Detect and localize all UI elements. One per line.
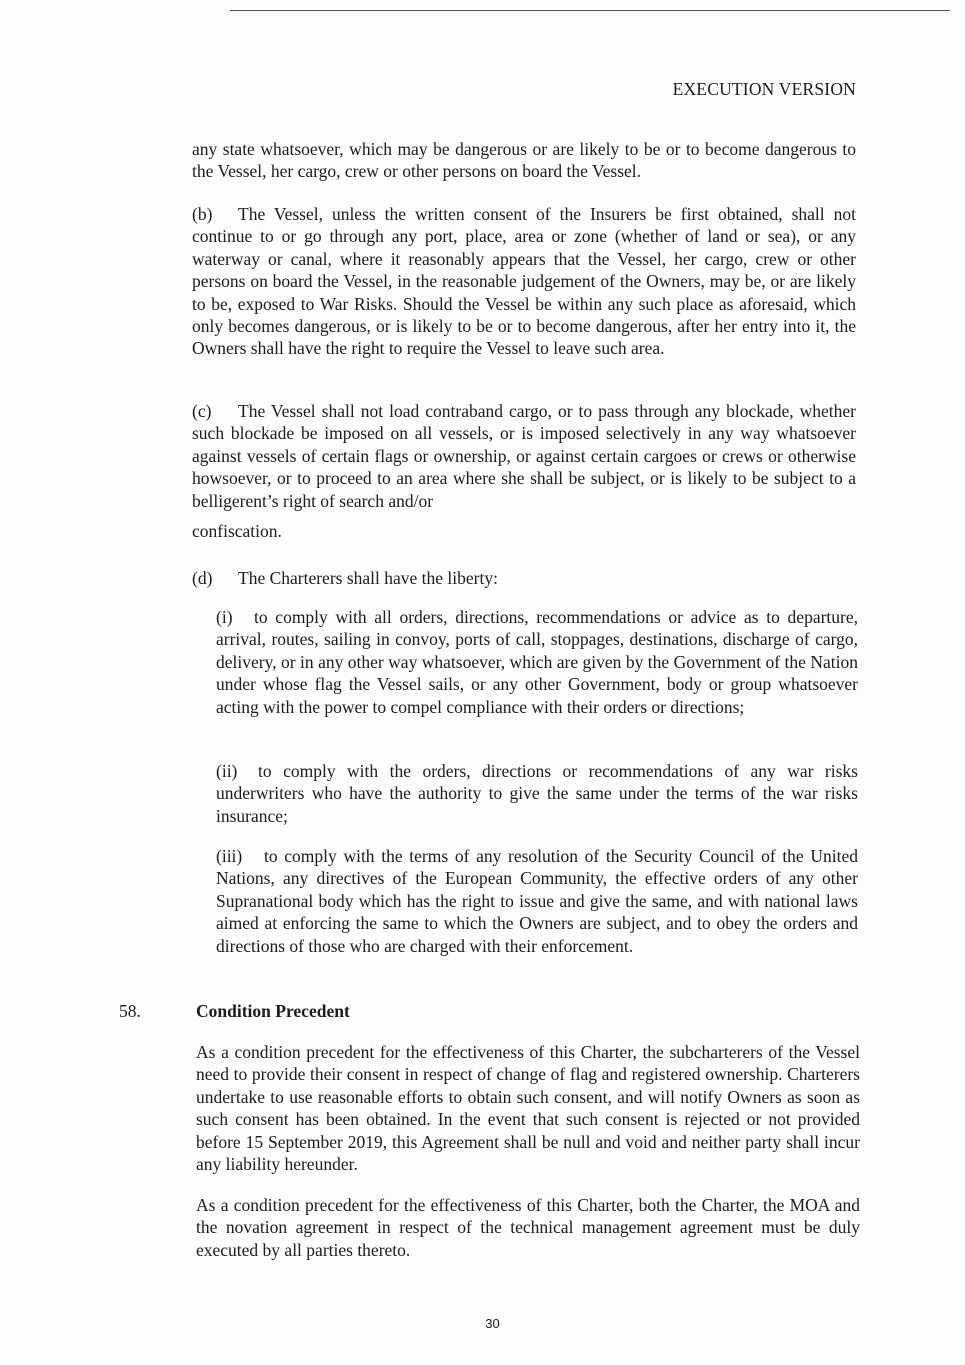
- clause-text-d: The Charterers shall have the liberty:: [238, 568, 498, 588]
- section-58-paragraph-2: As a condition precedent for the effectiveness of this Charter, both the Charter, the MOA and the novation agreement in respect of the technical management agreement must be duly executed by all parties thereto.: [196, 1195, 860, 1260]
- clause-label-iii: (iii): [216, 846, 243, 866]
- clause-label-c: (c): [192, 401, 212, 421]
- paragraph-d: [192, 567, 856, 589]
- clause-label-b: (b): [192, 204, 213, 224]
- paragraph-d-ii: [216, 760, 858, 827]
- clause-text-c: The Vessel shall not load contraband cargo, or to pass through any blockade, whether such blockade be imposed on all vessels, or is imposed selectively in any way whatsoever against vessels of certain flags or ownership, or against certain cargoes or crews or otherwise howsoever, or to proceed to an area where she shall be subject, or is likely to be subject to a belligerent’s right of search and/or: [192, 401, 856, 511]
- clause-text-b: The Vessel, unless the written consent of the Insurers be first obtained, shall not continue to or go through any port, place, area or zone (whether of land or sea), or any waterway or canal, where it reasonably appears that the Vessel, her cargo, crew or other persons on board the Vessel, in the reasonable judgement of the Owners, may be, or are likely to be, exposed to War Risks. Should the Vessel be within any such place as aforesaid, which only becomes dangerous, or is likely to be or to become dangerous, after her entry into it, the Owners shall have the right to require the Vessel to leave such area.: [192, 204, 856, 359]
- clause-text-i: to comply with all orders, directions, recommendations or advice as to departure, arrival, routes, sailing in convoy, ports of call, stoppages, destinations, discharge of cargo, delivery, or in any other way whatsoever, which are given by the Government of the Nation under whose flag the Vessel sails, or any other Government, body or group whatsoever acting with the power to compel compliance with their orders or directions;: [216, 607, 858, 717]
- paragraph-b: [192, 203, 856, 360]
- clause-label-d: (d): [192, 568, 213, 588]
- clause-text-iii: to comply with the terms of any resolution of the Security Council of the United Nations, any directives of the European Community, the effective orders of any other Supranational body which has the right to issue and give the same, and with national laws aimed at enforcing the same to which the Owners are subject, and to obey the orders and directions of those who are charged with their enforcement.: [216, 846, 858, 956]
- clause-text-c-last: confiscation.: [192, 521, 282, 542]
- clause-label-i: (i): [216, 607, 233, 627]
- paragraph-c: [192, 400, 856, 542]
- section-58-paragraph-1: As a condition precedent for the effectiveness of this Charter, the subcharterers of the Vessel need to provide their consent in respect of change of flag and registered ownership. Charterers undertake to use reasonable efforts to obtain such consent, and will notify Owners as soon as such consent has been obtained. In the event that such consent is rejected or not provided before 15 September 2019, this Agreement shall be null and void and neither party shall incur any liability hereunder.: [196, 1042, 860, 1175]
- section-title: Condition Precedent: [196, 1001, 350, 1021]
- clause-label-ii: (ii): [216, 761, 238, 781]
- clause-text-ii: to comply with the orders, directions or recommendations of any war risks underwriters who have the authority to give the same under the terms of the war risks insurance;: [216, 761, 858, 826]
- paragraph-d-i: [216, 606, 858, 718]
- page-number: 30: [485, 1316, 500, 1331]
- scan-artifact-line: [230, 10, 950, 11]
- paragraph-lead: any state whatsoever, which may be dangerous or are likely to be or to become dangerous to the Vessel, her cargo, crew or other persons on board the Vessel.: [192, 139, 856, 182]
- section-number: 58.: [119, 1001, 141, 1021]
- execution-version-header: EXECUTION VERSION: [672, 79, 856, 99]
- paragraph-d-iii: [216, 845, 858, 957]
